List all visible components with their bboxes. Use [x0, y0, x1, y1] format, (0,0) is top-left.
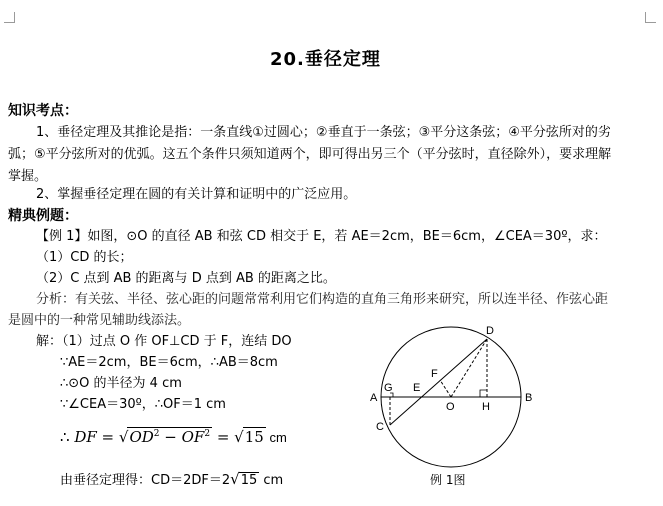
label-a: A	[370, 392, 378, 404]
label-b: B	[525, 392, 533, 404]
solution-step-4: ∵∠CEA＝30º，∴OF＝1 cm	[60, 397, 226, 412]
page-corner-mark-left	[4, 12, 15, 23]
knowledge-paragraph-1-line-3: 掌握。	[8, 169, 48, 184]
knowledge-paragraph-2: 2、掌握垂径定理在圆的有关计算和证明中的广泛应用。	[36, 187, 357, 202]
solution-step-6-sqrt-15: 15	[240, 473, 258, 488]
knowledge-paragraph-1-line-2: 弧；⑤平分弦所对的优弧。这五个条件只须知道两个，即可得出另三个（平分弦时，直径除外），要求理解	[8, 147, 612, 162]
formula-sqrt-15: 15	[244, 428, 264, 446]
chord-cd	[390, 339, 487, 425]
question-2: （2）C 点到 AB 的距离与 D 点到 AB 的距离之比。	[36, 271, 336, 286]
page-corner-mark-right	[645, 12, 656, 23]
right-angle-mark-h	[480, 390, 487, 397]
label-f: F	[431, 368, 438, 380]
formula-exponent-of: 2	[204, 429, 211, 439]
label-h: H	[482, 401, 490, 413]
formula-radicand	[127, 427, 212, 446]
sqrt-icon: √	[234, 428, 244, 446]
formula-minus: −	[159, 428, 182, 446]
example-1-figure	[360, 320, 550, 480]
knowledge-paragraph-1-line-1: 1、垂径定理及其推论是指：一条直线①过圆心；②垂直于一条弦；③平分这条弦；④平分弦所对的劣	[36, 125, 611, 140]
solution-step-6	[60, 471, 283, 489]
sqrt-icon: √	[230, 470, 240, 488]
solution-step-6-unit: cm	[259, 473, 284, 488]
formula-exponent-od: 2	[153, 429, 160, 439]
analysis-line-1: 分析：有关弦、半径、弦心距的问题常常利用它们构造的直角三角形来研究，所以连半径、作弦心距	[36, 292, 609, 307]
solution-step-2: ∵AE＝2cm，BE＝6cm，∴AB＝8cm	[60, 355, 278, 370]
section-heading-knowledge: 知识考点：	[8, 103, 78, 119]
segment-of	[440, 380, 451, 397]
solution-step-3: ∴⊙O 的半径为 4 cm	[60, 376, 182, 391]
formula-od-var: OD	[129, 428, 154, 446]
formula-equals-2: =	[212, 428, 235, 446]
formula-unit: cm	[265, 430, 287, 445]
label-d: D	[486, 325, 494, 337]
example-1-statement: 【例 1】如图，⊙O 的直径 AB 和弦 CD 相交于 E，若 AE＝2cm，BE＝6cm，∠CEA＝30º，求：	[36, 229, 607, 244]
analysis-line-2: 是圆中的一种常见辅助线添法。	[8, 313, 191, 328]
page-title: 20.垂径定理	[270, 49, 381, 70]
solution-step-1: 解：（1）过点 O 作 OF⊥CD 于 F，连结 DO	[36, 334, 292, 349]
therefore-symbol: ∴	[60, 428, 70, 446]
solution-step-6-text: 由垂径定理得：CD＝2DF＝2	[60, 473, 231, 488]
figure-caption: 例 1图	[430, 473, 466, 487]
question-1: （1）CD 的长；	[36, 250, 133, 265]
section-heading-examples: 精典例题：	[8, 208, 78, 224]
radius-od	[451, 339, 487, 397]
formula-equals: =	[96, 428, 119, 446]
sqrt-icon: √	[118, 428, 129, 446]
formula-df-var: DF	[74, 428, 97, 446]
label-o: O	[446, 401, 455, 413]
label-e: E	[413, 382, 421, 394]
formula-df	[60, 427, 287, 446]
label-c: C	[376, 421, 384, 433]
label-g: G	[384, 382, 393, 394]
formula-of-var: OF	[181, 428, 205, 446]
